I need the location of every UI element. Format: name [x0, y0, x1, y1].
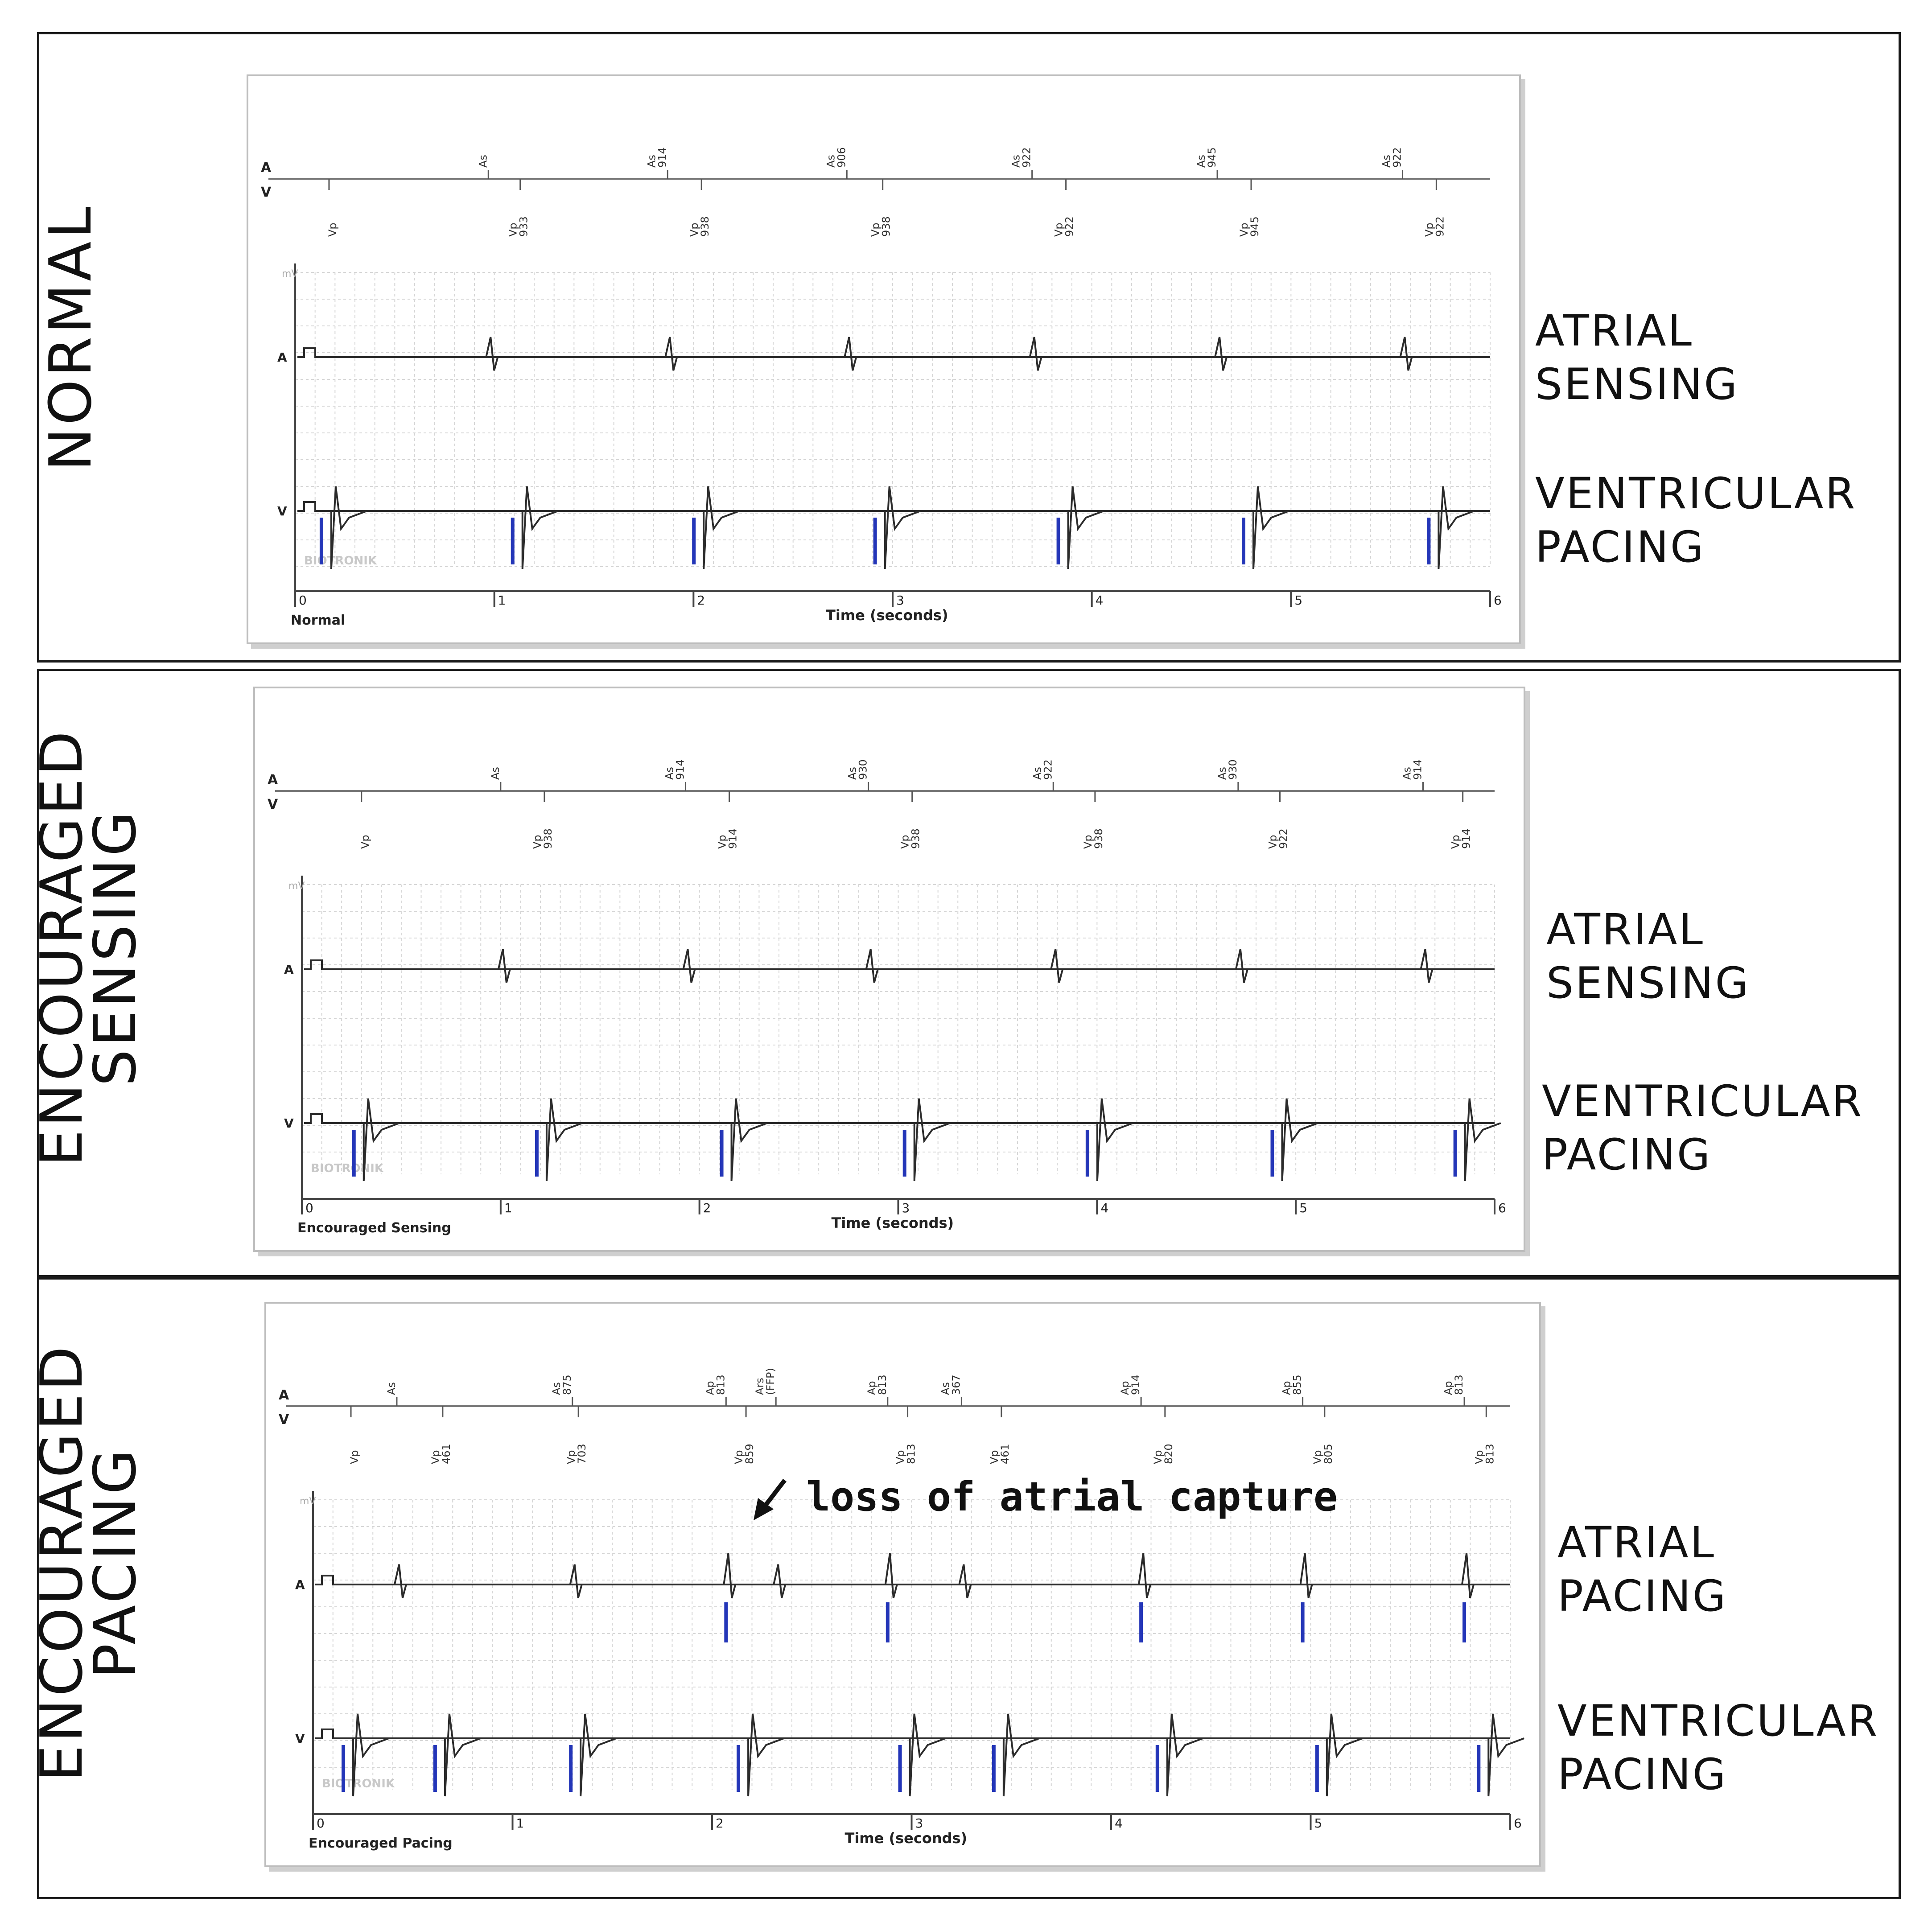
atrial-deflection — [1462, 1553, 1474, 1598]
v-marker-label — [359, 835, 371, 849]
panel-title-line: ENCOURAGED — [28, 728, 95, 1167]
channel-label-v: V — [295, 1731, 305, 1746]
marker-text: Vp — [1238, 222, 1250, 237]
time-tick-label: 2 — [697, 593, 705, 608]
marker-text: 914 — [674, 759, 687, 780]
time-tick-label: 3 — [902, 1201, 910, 1215]
a-marker-label — [550, 1375, 573, 1395]
ventricular-deflection — [915, 1099, 950, 1181]
panel-title-line: ENCOURAGED — [28, 1343, 95, 1782]
marker-text: (FFP) — [764, 1368, 777, 1395]
marker-text: Vp — [716, 835, 729, 849]
v-marker-label — [348, 1450, 361, 1464]
a-marker-label — [1216, 759, 1239, 780]
panel-title-line: NORMAL — [37, 204, 104, 471]
marker-row-label: V — [268, 797, 278, 812]
ventricular-channel-label — [1557, 1694, 1879, 1801]
ventricular-deflection — [910, 1714, 946, 1796]
marker-text: Vp — [1151, 1450, 1164, 1464]
a-marker-label — [1281, 1375, 1304, 1395]
ventricular-deflection — [1438, 486, 1474, 569]
time-tick-label: 5 — [1299, 1201, 1307, 1215]
atrial-deflection — [395, 1564, 406, 1598]
marker-text: As — [663, 767, 676, 780]
v-marker-label — [733, 1444, 756, 1464]
marker-text: Ap — [1119, 1381, 1132, 1395]
marker-text: Vp — [358, 835, 371, 849]
v-marker-label — [1082, 828, 1105, 849]
label-line: SENSING — [1535, 359, 1739, 409]
marker-text: 859 — [743, 1444, 756, 1464]
marker-text: 922 — [1042, 759, 1055, 780]
atrial-deflection — [1030, 337, 1042, 370]
a-marker-label — [1195, 147, 1218, 168]
a-marker-label — [754, 1368, 777, 1395]
marker-text: Vp — [733, 1450, 746, 1464]
label-line: VENTRICULAR — [1542, 1076, 1864, 1126]
a-marker-label — [1401, 759, 1424, 780]
marker-text: Vp — [565, 1450, 578, 1464]
atrial-deflection — [665, 337, 677, 370]
time-axis-title: Time (seconds) — [826, 607, 948, 624]
marker-text: Vp — [1449, 835, 1462, 849]
a-marker-label — [645, 147, 668, 168]
channel-label-a: A — [277, 350, 287, 365]
marker-text: Vp — [1311, 1450, 1324, 1464]
atrial-channel-label — [1557, 1516, 1727, 1623]
time-tick-label: 5 — [1314, 1816, 1322, 1831]
egm-svg — [248, 76, 1519, 642]
atrial-deflection — [1215, 337, 1227, 370]
ventricular-deflection — [523, 486, 558, 569]
marker-text: 938 — [1092, 828, 1105, 849]
marker-text: Vp — [1081, 835, 1094, 849]
marker-row-label: V — [279, 1412, 289, 1428]
marker-text: 922 — [1391, 147, 1404, 168]
a-marker-label — [824, 147, 848, 168]
ventricular-deflection — [547, 1099, 582, 1181]
marker-text: Vp — [1052, 222, 1065, 237]
time-tick-label: 1 — [498, 593, 506, 608]
marker-text: As — [385, 1382, 398, 1395]
panel-title-line: PACING — [81, 1447, 149, 1679]
v-marker-label — [1473, 1444, 1496, 1464]
a-marker-label — [489, 767, 502, 780]
label-line: ATRIAL — [1535, 306, 1694, 356]
ventricular-deflection — [445, 1714, 481, 1796]
egm-strip — [253, 687, 1525, 1252]
time-tick-label: 2 — [703, 1201, 711, 1215]
atrial-deflection — [774, 1564, 785, 1598]
egm-svg — [266, 1304, 1539, 1865]
v-marker-label — [429, 1444, 453, 1464]
label-line: ATRIAL — [1557, 1518, 1716, 1568]
atrial-deflection — [498, 949, 510, 983]
time-tick-label: 0 — [305, 1201, 313, 1215]
time-tick-label: 6 — [1498, 1201, 1506, 1215]
a-marker-label — [1119, 1375, 1142, 1395]
marker-row-label: A — [279, 1387, 289, 1403]
unit-label: mV — [288, 881, 305, 892]
a-marker-label — [704, 1375, 727, 1395]
label-line: SENSING — [1546, 958, 1750, 1008]
atrial-deflection — [683, 949, 695, 983]
marker-row-label: A — [268, 772, 278, 788]
v-marker-label — [688, 216, 711, 237]
time-tick-label: 6 — [1494, 593, 1502, 608]
egm-svg — [255, 688, 1524, 1250]
time-tick-label: 4 — [1115, 1816, 1123, 1831]
ventricular-deflection — [1327, 1714, 1363, 1796]
ventricular-deflection — [704, 486, 739, 569]
panel-normal — [37, 32, 1901, 663]
marker-text: 922 — [1434, 216, 1446, 237]
marker-text: Vp — [1266, 835, 1279, 849]
atrial-deflection — [1236, 949, 1248, 983]
v-marker-label — [894, 1444, 918, 1464]
time-axis-title: Time (seconds) — [831, 1214, 954, 1231]
ventricular-deflection — [1282, 1099, 1318, 1181]
v-marker-label — [869, 216, 893, 237]
marker-text: 914 — [1411, 759, 1424, 780]
v-marker-label — [1450, 828, 1473, 849]
marker-text: Vp — [348, 1450, 361, 1464]
marker-text: Vp — [531, 835, 544, 849]
marker-text: Vp — [429, 1450, 442, 1464]
channel-label-v: V — [277, 504, 287, 519]
mode-label: Encouraged Sensing — [297, 1220, 451, 1236]
marker-text: 922 — [1020, 147, 1033, 168]
v-marker-label — [1267, 828, 1290, 849]
time-tick-label: 1 — [504, 1201, 512, 1215]
atrial-deflection — [724, 1553, 735, 1598]
ventricular-deflection — [748, 1714, 784, 1796]
a-marker-label — [385, 1382, 398, 1395]
unit-label: mV — [282, 268, 298, 280]
marker-text: 820 — [1162, 1444, 1175, 1464]
v-marker-label — [565, 1444, 588, 1464]
a-marker-label — [1031, 759, 1054, 780]
marker-text: As — [645, 155, 658, 168]
marker-text: Ars — [754, 1378, 766, 1395]
marker-text: 461 — [998, 1444, 1011, 1464]
ventricular-channel-label — [1535, 467, 1857, 574]
marker-text: As — [1215, 767, 1228, 780]
marker-text: Vp — [894, 1450, 907, 1464]
marker-text: Vp — [988, 1450, 1001, 1464]
mode-label: Normal — [291, 613, 346, 628]
brand-watermark: BIOTRONIK — [322, 1777, 395, 1790]
marker-text: As — [477, 155, 490, 168]
v-marker-label — [1053, 216, 1076, 237]
marker-text: 930 — [1226, 759, 1239, 780]
time-tick-label: 1 — [516, 1816, 524, 1831]
marker-row-label: V — [261, 185, 272, 200]
marker-text: 367 — [950, 1375, 963, 1395]
ventricular-channel-label — [1542, 1074, 1863, 1181]
marker-text: As — [550, 1382, 563, 1395]
marker-text: 930 — [857, 759, 869, 780]
marker-text: As — [1009, 155, 1022, 168]
marker-text: 922 — [1277, 828, 1290, 849]
time-tick-label: 3 — [915, 1816, 923, 1831]
marker-text: As — [846, 767, 859, 780]
atrial-deflection — [486, 337, 498, 370]
panel-title — [28, 658, 149, 1237]
time-tick-label: 0 — [299, 593, 307, 608]
marker-text: As — [939, 1382, 952, 1395]
marker-text: 813 — [1483, 1444, 1496, 1464]
egm-strip — [264, 1302, 1541, 1867]
egm-strip — [247, 74, 1521, 644]
ventricular-deflection — [1004, 1714, 1039, 1796]
v-marker-label — [1152, 1444, 1175, 1464]
marker-text: As — [489, 767, 502, 780]
atrial-deflection — [1139, 1553, 1150, 1598]
marker-text: As — [1031, 767, 1044, 780]
time-tick-label: 6 — [1514, 1816, 1522, 1831]
atrial-deflection — [844, 337, 856, 370]
marker-text: As — [1401, 767, 1413, 780]
a-marker-label — [1380, 147, 1403, 168]
time-tick-label: 2 — [716, 1816, 724, 1831]
panel-encouraged-sensing — [28, 669, 1901, 1277]
marker-text: As — [1195, 155, 1208, 168]
marker-text: 938 — [699, 216, 712, 237]
brand-watermark: BIOTRONIK — [311, 1162, 384, 1175]
panel-title — [37, 48, 151, 627]
v-marker-label — [326, 222, 339, 237]
a-marker-label — [939, 1375, 962, 1395]
panel-title — [28, 1273, 149, 1852]
atrial-deflection — [1421, 949, 1433, 983]
time-tick-label: 4 — [1100, 1201, 1109, 1215]
v-marker-label — [531, 828, 554, 849]
marker-text: 914 — [1460, 828, 1473, 849]
marker-text: 933 — [517, 216, 530, 237]
ventricular-deflection — [581, 1714, 616, 1796]
label-line: PACING — [1557, 1749, 1728, 1799]
marker-text: 938 — [880, 216, 893, 237]
label-line: PACING — [1535, 522, 1705, 572]
channel-label-v: V — [284, 1116, 294, 1131]
marker-text: Vp — [898, 835, 911, 849]
marker-text: 875 — [560, 1375, 573, 1395]
marker-text: 938 — [909, 828, 922, 849]
marker-text: 914 — [726, 828, 739, 849]
ventricular-deflection — [1097, 1099, 1133, 1181]
marker-text: Vp — [1423, 222, 1436, 237]
label-line: PACING — [1542, 1130, 1712, 1180]
v-marker-label — [988, 1444, 1011, 1464]
marker-text: 461 — [440, 1444, 453, 1464]
a-marker-label — [663, 759, 686, 780]
marker-text: Ap — [865, 1381, 878, 1395]
a-marker-label — [1442, 1375, 1465, 1395]
a-marker-label — [865, 1375, 889, 1395]
unit-label: mV — [300, 1496, 316, 1507]
marker-text: 906 — [835, 147, 848, 168]
v-marker-label — [1311, 1444, 1335, 1464]
atrial-deflection — [570, 1564, 582, 1598]
time-tick-label: 4 — [1095, 593, 1104, 608]
time-tick-label: 0 — [317, 1816, 325, 1831]
a-marker-label — [846, 759, 869, 780]
ventricular-deflection — [885, 486, 921, 569]
v-marker-label — [899, 828, 922, 849]
marker-text: 914 — [656, 147, 669, 168]
panel-encouraged-pacing — [28, 1277, 1901, 1899]
marker-text: 805 — [1322, 1444, 1335, 1464]
marker-text: 938 — [541, 828, 554, 849]
label-line: VENTRICULAR — [1535, 469, 1857, 519]
marker-text: 922 — [1063, 216, 1076, 237]
v-marker-label — [507, 216, 530, 237]
v-marker-label — [1238, 216, 1261, 237]
time-tick-label: 5 — [1294, 593, 1303, 608]
marker-text: Vp — [326, 222, 339, 237]
loss-of-capture-annotation: loss of atrial capture — [806, 1473, 1338, 1520]
marker-text: Ap — [704, 1381, 717, 1395]
marker-text: Ap — [1442, 1381, 1455, 1395]
marker-text: Vp — [869, 222, 882, 237]
ventricular-deflection — [1068, 486, 1104, 569]
marker-text: Vp — [507, 222, 519, 237]
marker-text: 813 — [714, 1375, 727, 1395]
marker-text: Vp — [688, 222, 701, 237]
time-tick-label: 3 — [896, 593, 904, 608]
label-line: ATRIAL — [1546, 905, 1705, 955]
atrial-channel-label — [1535, 304, 1739, 411]
ventricular-deflection — [1465, 1099, 1501, 1181]
label-line: VENTRICULAR — [1557, 1696, 1879, 1746]
time-axis-title: Time (seconds) — [844, 1830, 968, 1847]
marker-text: 813 — [1453, 1375, 1466, 1395]
marker-text: 855 — [1291, 1375, 1304, 1395]
ventricular-deflection — [732, 1099, 767, 1181]
atrial-channel-label — [1546, 903, 1750, 1010]
marker-text: 945 — [1206, 147, 1219, 168]
ventricular-deflection — [1488, 1714, 1524, 1796]
label-line: PACING — [1557, 1571, 1728, 1621]
marker-text: 914 — [1129, 1375, 1142, 1395]
ventricular-deflection — [1167, 1714, 1203, 1796]
marker-text: 813 — [905, 1444, 918, 1464]
mode-label: Encouraged Pacing — [309, 1836, 453, 1851]
a-marker-label — [1010, 147, 1033, 168]
atrial-deflection — [959, 1564, 971, 1598]
atrial-deflection — [866, 949, 878, 983]
marker-text: As — [1380, 155, 1393, 168]
marker-text: Vp — [1473, 1450, 1486, 1464]
a-marker-label — [477, 155, 489, 168]
panel-title-line: SENSING — [81, 808, 149, 1087]
marker-text: As — [824, 155, 837, 168]
brand-watermark: BIOTRONIK — [304, 554, 377, 568]
marker-text: 703 — [576, 1444, 589, 1464]
marker-row-label: A — [261, 160, 272, 176]
channel-label-a: A — [284, 962, 294, 977]
v-marker-label — [1423, 216, 1446, 237]
channel-label-a: A — [295, 1577, 305, 1592]
marker-text: 945 — [1248, 216, 1261, 237]
v-marker-label — [716, 828, 739, 849]
marker-text: Ap — [1280, 1381, 1293, 1395]
marker-text: 813 — [876, 1375, 889, 1395]
